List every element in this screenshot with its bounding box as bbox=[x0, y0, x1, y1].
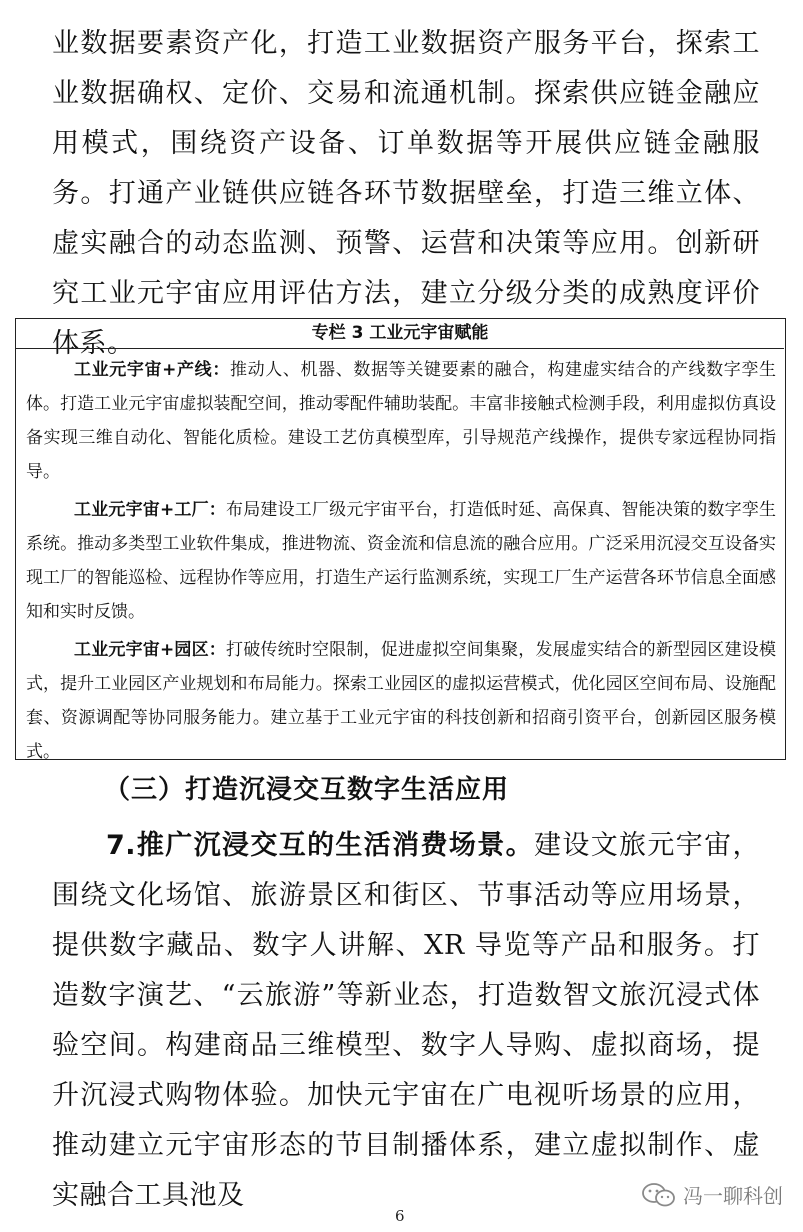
closing-paragraph-lead: 7.推广沉浸交互的生活消费场景。 bbox=[106, 830, 534, 861]
wechat-icon bbox=[641, 1182, 677, 1208]
column-item-production-line bbox=[26, 353, 776, 489]
column-item-text: 打破传统时空限制，促进虚拟空间集聚，发展虚实结合的新型园区建设模式，提升工业园区产业规划和布局能力。探索工业园区的虚拟运营模式，优化园区空间布局、设施配套、资源调配等协同服务能力。建立基于工业元宇宙的科技创新和招商引资平台，创新园区服务模式。 bbox=[26, 640, 777, 762]
closing-paragraph bbox=[52, 821, 760, 1221]
column-item-lead: 工业元宇宙+工厂： bbox=[74, 500, 226, 520]
closing-paragraph-text: 建设文旅元宇宙，围绕文化场馆、旅游景区和街区、节事活动等应用场景，提供数字藏品、数字人讲解、XR 导览等产品和服务。打造数字演艺、“云旅游”等新业态，打造数智文旅沉浸式体验空间。构建商品三维模型、数字人导购、虚拟商场，提升沉浸式购物体验。加快元宇宙在广电视听场景的应用，推动建立元宇宙形态的节目制播体系，建立虚拟制作、虚实融合工具池及 bbox=[52, 830, 760, 1211]
column-item-lead: 工业元宇宙+产线： bbox=[74, 360, 230, 380]
column-box-title: 专栏 3 工业元宇宙赋能 bbox=[16, 319, 784, 349]
column-item-park bbox=[26, 633, 776, 769]
column-item-text: 推动人、机器、数据等关键要素的融合，构建虚实结合的产线数字孪生体。打造工业元宇宙虚拟装配空间，推动零配件辅助装配。丰富非接触式检测手段，利用虚拟仿真设备实现三维自动化、智能化质检。建设工艺仿真模型库，引导规范产线操作，提供专家远程协同指导。 bbox=[26, 360, 777, 482]
column-item-text: 布局建设工厂级元宇宙平台，打造低时延、高保真、智能决策的数字孪生系统。推动多类型工业软件集成，推进物流、资金流和信息流的融合应用。广泛采用沉浸交互设备实现工厂的智能巡检、远程协作等应用，打造生产运行监测系统，实现工厂生产运营各环节信息全面感知和实时反馈。 bbox=[26, 500, 777, 622]
watermark-text: 冯一聊科创 bbox=[683, 1184, 783, 1208]
column-box bbox=[15, 318, 786, 760]
page-number: 6 bbox=[395, 1207, 405, 1225]
intro-paragraph: 业数据要素资产化，打造工业数据资产服务平台，探索工业数据确权、定价、交易和流通机制。探索供应链金融应用模式，围绕资产设备、订单数据等开展供应链金融服务。打通产业链供应链各环节数据壁垒，打造三维立体、虚实融合的动态监测、预警、运营和决策等应用。创新研究工业元宇宙应用评估方法，建立分级分类的成熟度评价体系。 bbox=[52, 28, 760, 359]
section-heading: （三）打造沉浸交互数字生活应用 bbox=[104, 775, 510, 805]
column-item-factory bbox=[26, 493, 776, 629]
column-item-lead: 工业元宇宙+园区： bbox=[74, 640, 226, 660]
watermark bbox=[641, 1180, 783, 1209]
column-box-content bbox=[26, 353, 776, 773]
